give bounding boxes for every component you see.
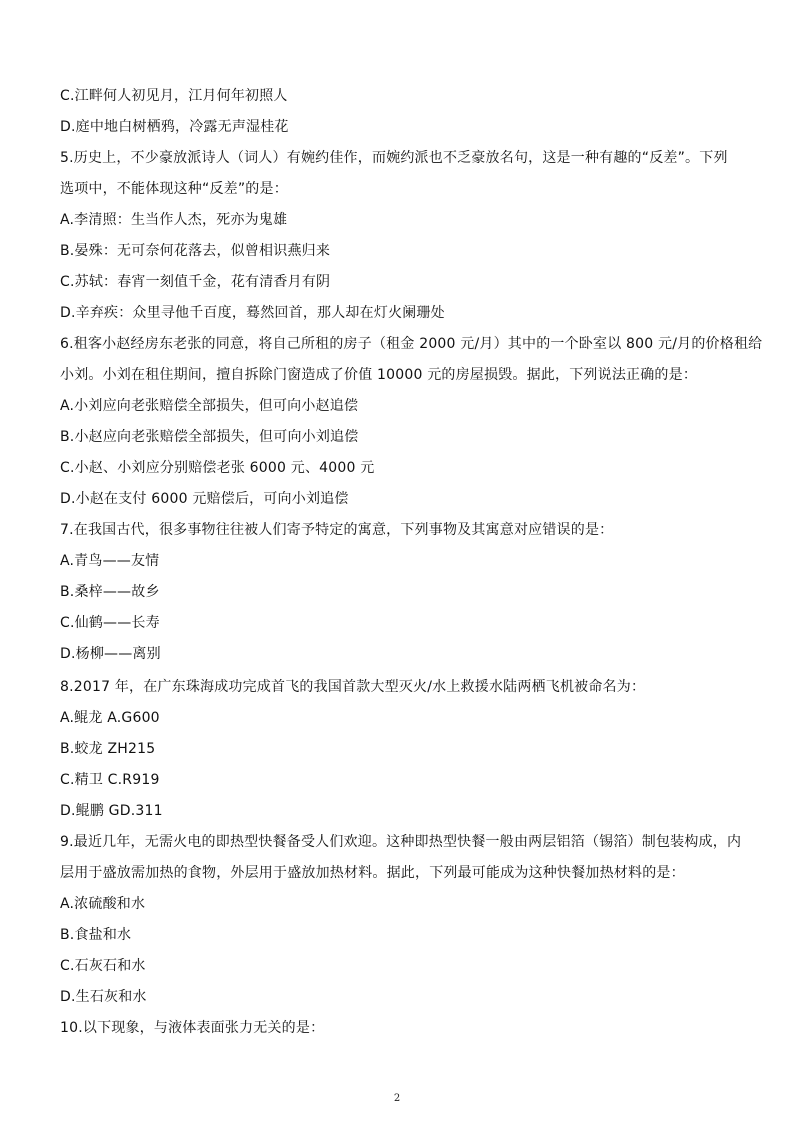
question-10-stem: 10.以下现象，与液体表面张力无关的是： [60, 1020, 325, 1036]
question-5-stem-1: 5.历史上，不少豪放派诗人（词人）有婉约佳作，而婉约派也不乏豪放名句，这是一种有趣的“反差”。下列 [60, 150, 728, 166]
option-9c: C.石灰石和水 [60, 958, 146, 974]
option-6a: A.小刘应向老张赔偿全部损失，但可向小赵追偿 [60, 398, 359, 414]
page-number: 2 [393, 1093, 401, 1104]
option-5c: C.苏轼：春宵一刻值千金，花有清香月有阴 [60, 274, 331, 290]
option-6c: C.小赵、小刘应分别赔偿老张 6000 元、4000 元 [60, 460, 375, 476]
option-8d: D.鲲鹏 GD.311 [60, 803, 163, 819]
question-6-stem-1: 6.租客小赵经房东老张的同意，将自己所租的房子（租金 2000 元/月）其中的一个卧室以 800 元/月的价格租给 [60, 336, 763, 352]
question-9-stem-2: 层用于盛放需加热的食物，外层用于盛放加热材料。据此，下列最可能成为这种快餐加热材料的是： [60, 865, 685, 881]
option-9a: A.浓硫酸和水 [60, 896, 146, 912]
option-9b: B.食盐和水 [60, 927, 132, 943]
option-5d: D.辛弃疾：众里寻他千百度，蓦然回首，那人却在灯火阑珊处 [60, 305, 445, 321]
option-9d: D.生石灰和水 [60, 989, 147, 1005]
option-6b: B.小赵应向老张赔偿全部损失，但可向小刘追偿 [60, 429, 359, 445]
option-7b: B.桑梓——故乡 [60, 584, 160, 600]
option-8b: B.蛟龙 ZH215 [60, 741, 156, 757]
option-5a: A.李清照：生当作人杰，死亦为鬼雄 [60, 212, 288, 228]
option-7d: D.杨柳——离别 [60, 646, 161, 662]
question-6-stem-2: 小刘。小刘在租住期间，擅自拆除门窗造成了价值 10000 元的房屋损毁。据此，下列说法正确的是： [60, 367, 698, 383]
option-7c: C.仙鹤——长寿 [60, 615, 160, 631]
question-7-stem: 7.在我国古代，很多事物往往被人们寄予特定的寓意，下列事物及其寓意对应错误的是： [60, 522, 614, 538]
option-7a: A.青鸟——友情 [60, 553, 160, 569]
option-4c: C.江畔何人初见月，江月何年初照人 [60, 88, 288, 104]
option-6d: D.小赵在支付 6000 元赔偿后，可向小刘追偿 [60, 491, 349, 507]
question-5-stem-2: 选项中，不能体现这种“反差”的是： [60, 181, 288, 197]
option-8a: A.鲲龙 A.G600 [60, 710, 160, 726]
option-5b: B.晏殊：无可奈何花落去，似曾相识燕归来 [60, 243, 331, 259]
question-9-stem-1: 9.最近几年，无需火电的即热型快餐备受人们欢迎。这种即热型快餐一般由两层铝箔（锡箔）制包装构成，内 [60, 834, 742, 850]
option-8c: C.精卫 C.R919 [60, 772, 160, 788]
option-4d: D.庭中地白树栖鸦，冷露无声湿桂花 [60, 119, 289, 135]
question-8-stem: 8.2017 年，在广东珠海成功完成首飞的我国首款大型灭火/水上救援水陆两栖飞机被命名为： [60, 679, 646, 695]
